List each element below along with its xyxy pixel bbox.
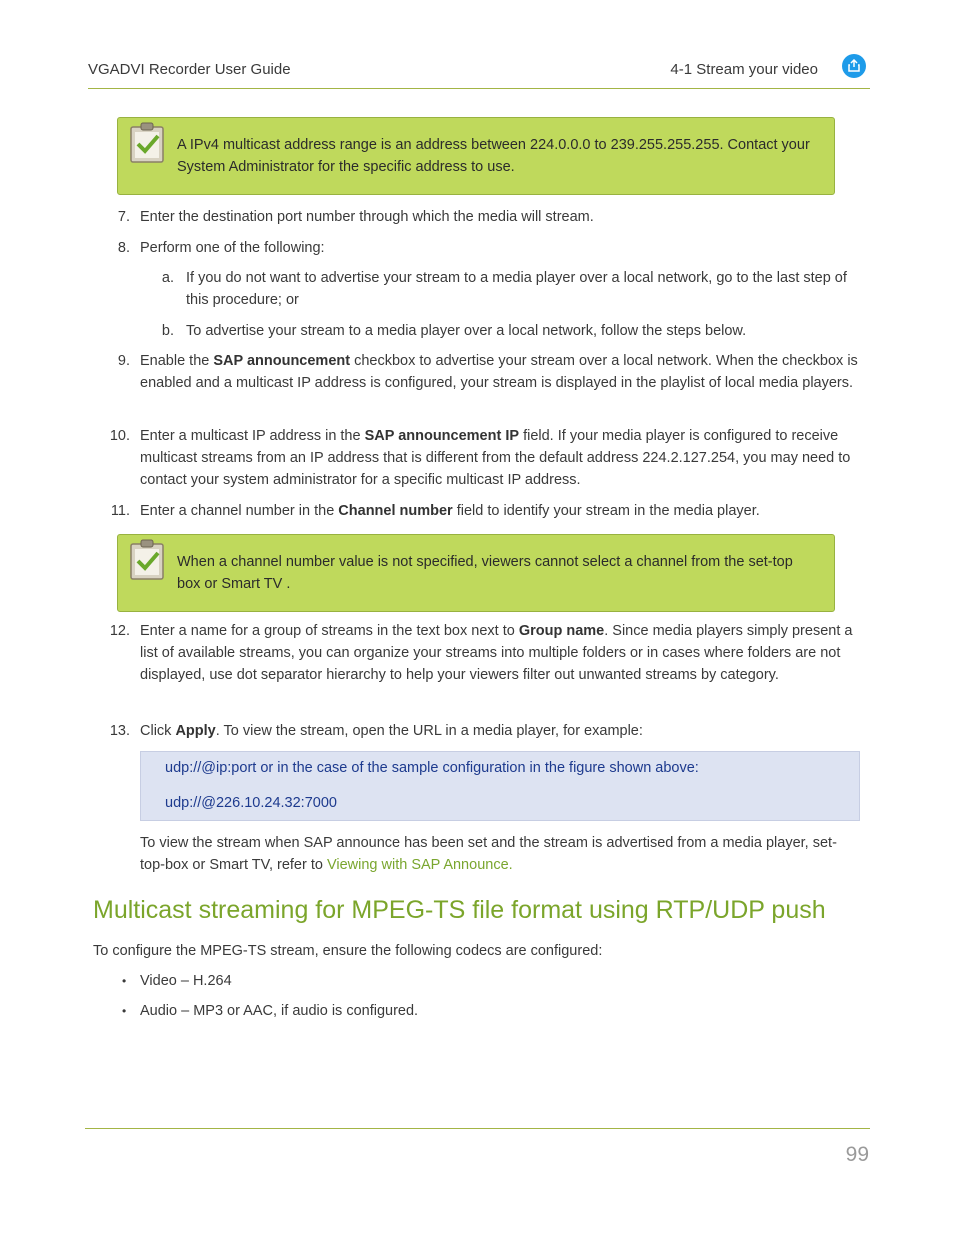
step-text: Enter a name for a group of streams in the text box next to Group name. Since media players simply present a list of available streams, you can organize your streams into multiple folders or in cases where folders are not displayed, use dot separator hierarchy to help your viewers filter out unwanted streams by category. <box>140 623 853 683</box>
ui-label: Apply <box>175 723 216 739</box>
view-stream-paragraph: To view the stream when SAP announce has been set and the stream is advertised from a media player, set-top-box or Smart TV, refer to Viewing with SAP Announce. <box>140 835 837 873</box>
list-item-text: Video – H.264 <box>140 973 232 989</box>
step-text: Perform one of the following: <box>140 240 325 256</box>
substep-text: To advertise your stream to a media player over a local network, follow the steps below. <box>186 323 747 339</box>
clipboard-check-icon <box>129 539 165 581</box>
doc-title: VGADVI Recorder User Guide <box>88 61 291 78</box>
code-line: udp://@ip:port or in the case of the sample configuration in the figure shown above: <box>165 760 699 776</box>
intro-paragraph: To configure the MPEG-TS stream, ensure the following codecs are configured: <box>93 943 603 959</box>
step-number: 8. <box>117 240 130 256</box>
clipboard-check-icon <box>129 122 165 164</box>
step-text: Enter a multicast IP address in the SAP announcement IP field. If your media player is configured to receive multicast streams from an IP address that is different from the default address 224.2.127.254, you may need to contact your system administrator for a specific multicast IP address. <box>140 428 851 488</box>
ui-label: Group name <box>518 623 605 639</box>
step-number: 11. <box>110 503 130 519</box>
viewing-with-sap-link[interactable]: Viewing with SAP Announce. <box>326 857 513 873</box>
substep-letter: a. <box>161 270 174 286</box>
step-number: 13. <box>109 723 130 739</box>
step-text: Enter the destination port number through which the media will stream. <box>140 209 594 225</box>
share-icon[interactable] <box>842 54 866 78</box>
ui-label: Channel number <box>338 503 453 519</box>
note-text: A IPv4 multicast address range is an address between 224.0.0.0 to 239.255.255.255. Contact your System Administrator for the specific address to use. <box>177 137 810 175</box>
note-box <box>117 117 835 195</box>
step-number: 9. <box>117 353 130 369</box>
bullet-icon: • <box>122 1004 127 1018</box>
code-example-box <box>140 751 860 821</box>
step-number: 12. <box>109 623 130 639</box>
step-text: Enter a channel number in the Channel number field to identify your stream in the media player. <box>140 503 760 519</box>
page-number: 99 <box>845 1143 869 1166</box>
step-number: 7. <box>117 209 130 225</box>
substep-letter: b. <box>161 323 174 339</box>
section-title: 4-1 Stream your video <box>670 61 818 78</box>
step-text: Click Apply. To view the stream, open the URL in a media player, for example: <box>140 723 643 739</box>
substep-text: If you do not want to advertise your stream to a media player over a local network, go to the last step of this procedure; or <box>186 270 847 308</box>
step-number: 10. <box>109 428 130 444</box>
bullet-icon: • <box>122 974 127 988</box>
step-text: Enable the SAP announcement checkbox to advertise your stream over a local network. When the checkbox is enabled and a multicast IP address is configured, your stream is displayed in the playlist of local media players. <box>140 353 858 391</box>
note-box <box>117 534 835 612</box>
share-arrow-icon <box>847 59 861 73</box>
page-header <box>88 60 870 89</box>
section-heading: Multicast streaming for MPEG-TS file format using RTP/UDP push <box>93 896 826 924</box>
ui-label: SAP announcement <box>213 353 351 369</box>
note-text: When a channel number value is not specified, viewers cannot select a channel from the set-top box or Smart TV . <box>177 554 793 592</box>
list-item-text: Audio – MP3 or AAC, if audio is configured. <box>140 1003 419 1019</box>
footer-divider <box>85 1128 870 1129</box>
code-line: udp://@226.10.24.32:7000 <box>165 795 337 811</box>
ui-label: SAP announcement IP <box>364 428 520 444</box>
